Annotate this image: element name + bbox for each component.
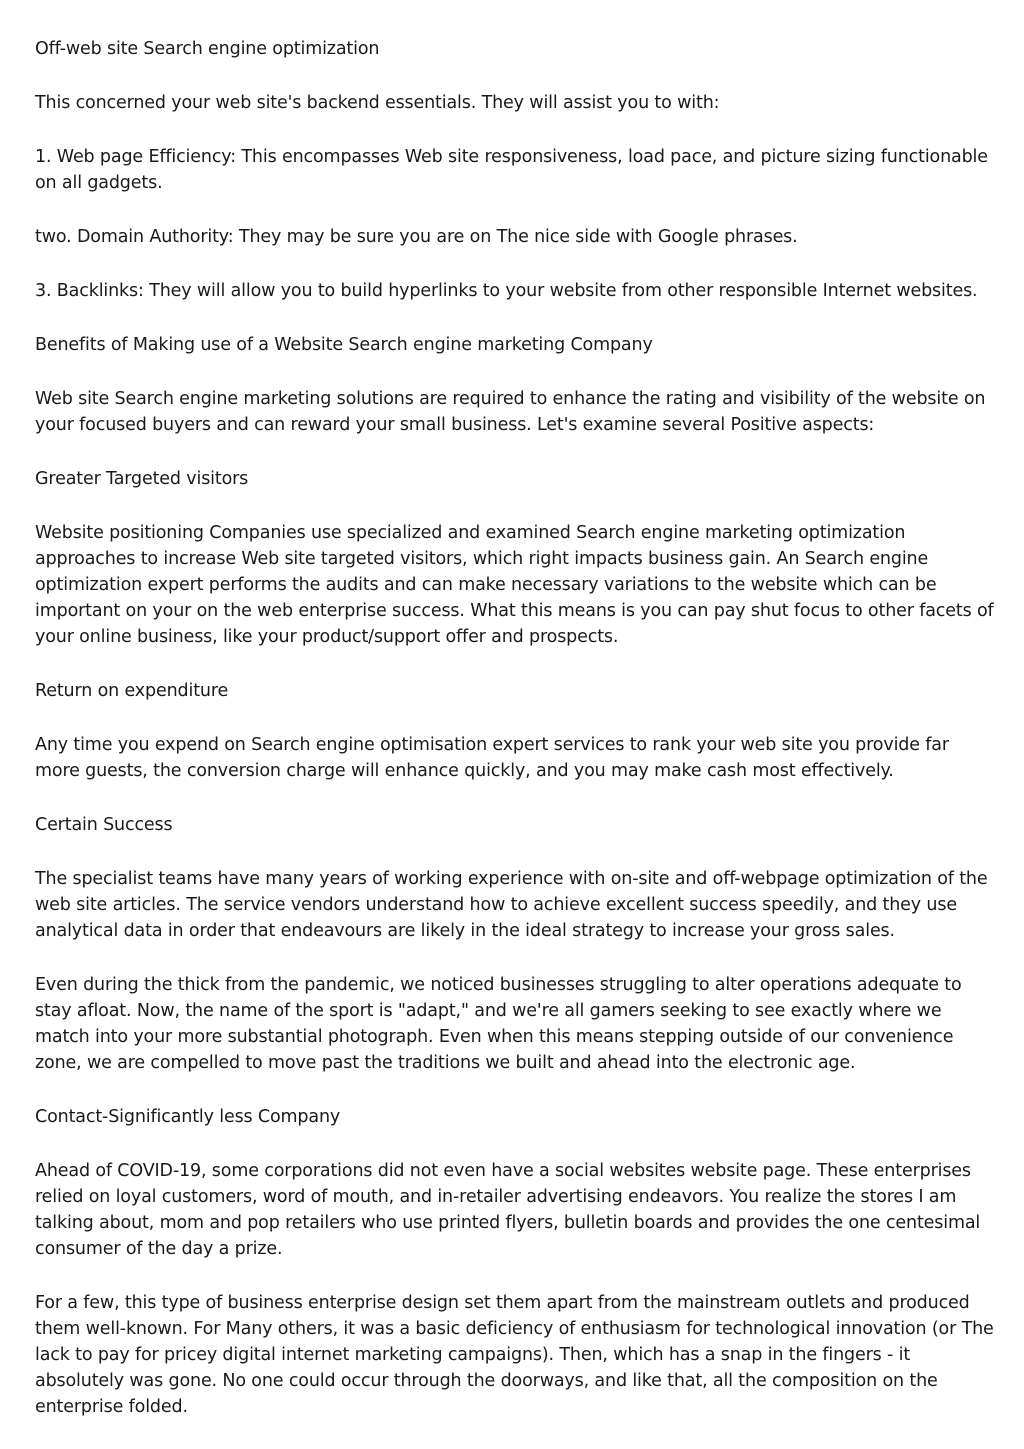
covid-paragraph: Ahead of COVID-19, some corporations did not even have a social websites website page. These enterprises relied on loyal customers, word of mouth, and in-retailer advertising endeavors. You realize the stores I am talking about, mom and pop retailers who use printed flyers, bulletin boards and provides the one centesimal consumer of the day a prize. (35, 1161, 981, 1259)
document-body (35, 36, 995, 1448)
list-item-domain-authority: two. Domain Authority: They may be sure you are on The nice side with Google phrases. (35, 227, 798, 247)
heading-contactless-company: Contact-Significantly less Company (35, 1107, 341, 1127)
targeted-visitors-paragraph: Website positioning Companies use specialized and examined Search engine marketing optimization approaches to increase Web site targeted visitors, which right impacts business gain. An Search engine optimization expert performs the audits and can make necessary variations to the website which can be important on your on the web enterprise success. What this means is you can pay shut focus to other facets of your online business, like your product/support offer and prospects. (35, 523, 994, 647)
list-item-web-page-efficiency: 1. Web page Efficiency: This encompasses Web site responsiveness, load pace, and picture sizing functionable on all gadgets. (35, 147, 988, 193)
benefits-paragraph: Web site Search engine marketing solutions are required to enhance the rating and visibility of the website on your focused buyers and can reward your small business. Let's examine several Positive aspects: (35, 389, 986, 435)
business-design-paragraph: For a few, this type of business enterprise design set them apart from the mainstream outlets and produced them well-known. For Many others, it was a basic deficiency of enthusiasm for technological innovation (or The lack to pay for pricey digital internet marketing campaigns). Then, which has a snap in the fingers - it absolutely was gone. No one could occur through the doorways, and like that, all the composition on the enterprise folded. (35, 1293, 994, 1417)
heading-off-site-seo: Off-web site Search engine optimization (35, 39, 380, 59)
heading-certain-success: Certain Success (35, 815, 173, 835)
list-item-backlinks: 3. Backlinks: They will allow you to build hyperlinks to your website from other responsible Internet websites. (35, 281, 978, 301)
heading-benefits: Benefits of Making use of a Website Search engine marketing Company (35, 335, 653, 355)
heading-return-on-expenditure: Return on expenditure (35, 681, 229, 701)
return-paragraph: Any time you expend on Search engine optimisation expert services to rank your web site you provide far more guests, the conversion charge will enhance quickly, and you may make cash most effectively. (35, 735, 949, 781)
pandemic-paragraph: Even during the thick from the pandemic, we noticed businesses struggling to alter operations adequate to stay afloat. Now, the name of the sport is "adapt," and we're all gamers seeking to see exactly where we match into your more substantial photograph. Even when this means stepping outside of our convenience zone, we are compelled to move past the traditions we built and ahead into the electronic age. (35, 975, 962, 1073)
heading-greater-targeted-visitors: Greater Targeted visitors (35, 469, 249, 489)
intro-paragraph: This concerned your web site's backend essentials. They will assist you to with: (35, 93, 720, 113)
success-paragraph: The specialist teams have many years of working experience with on-site and off-webpage optimization of the web site articles. The service vendors understand how to achieve excellent success speedily, and they use analytical data in order that endeavours are likely in the ideal strategy to increase your gross sales. (35, 869, 988, 941)
